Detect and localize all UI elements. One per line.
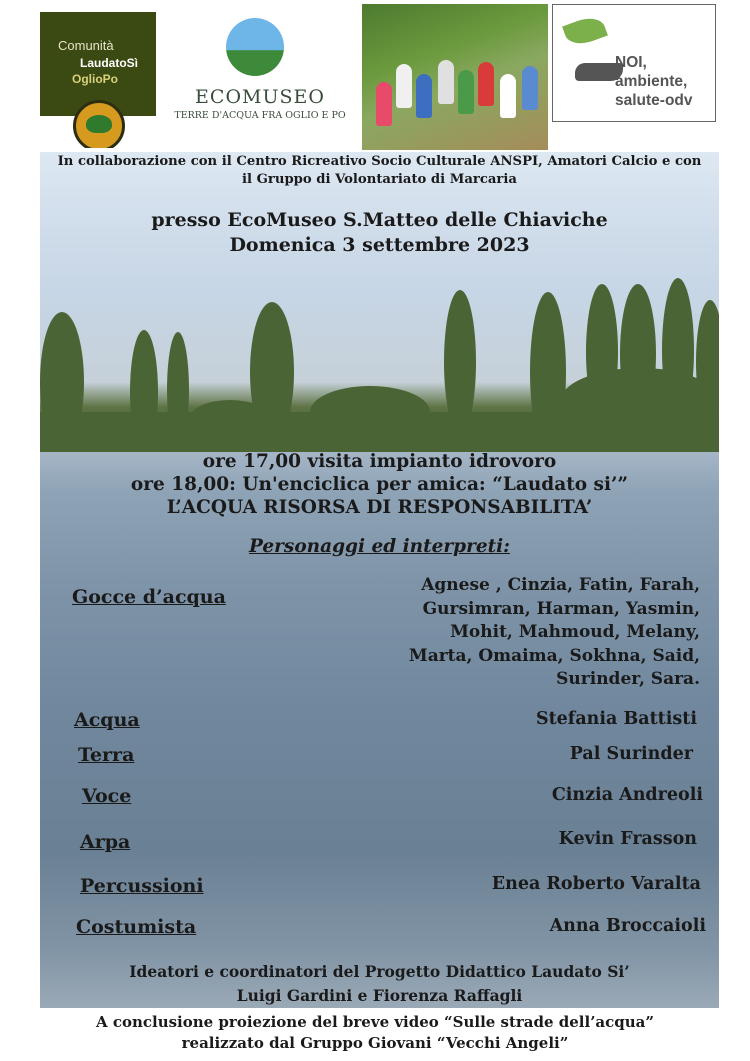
photo-figure (478, 62, 494, 106)
collaboration-line2: il Gruppo di Volontariato di Marcaria (242, 172, 517, 187)
actor-voce: Cinzia Andreoli (551, 785, 703, 805)
actor-acqua: Stefania Battisti (535, 709, 697, 729)
venue-block (40, 208, 719, 258)
noi-line3: salute-odv (615, 92, 693, 109)
closing-line1: A conclusione proiezione del breve video “Sulle strade dell’acqua” (95, 1013, 655, 1031)
closing-line2: realizzato dal Gruppo Giovani “Vecchi Angeli” (181, 1034, 569, 1052)
collaboration-line1: In collaborazione con il Centro Ricreativo Socio Culturale ANSPI, Amatori Calcio e con (57, 154, 702, 169)
ecomuseo-title: ECOMUSEO (195, 86, 325, 108)
laudato-logo-line2: LaudatoSì (80, 56, 139, 70)
photo-figure (500, 74, 516, 118)
leaf-icon (562, 13, 608, 49)
actor-arpa: Kevin Frasson (558, 829, 697, 849)
ecomuseo-logo (160, 12, 360, 148)
photo-figure (458, 70, 474, 114)
coordinators-block (40, 960, 719, 1008)
treeline-illustration (40, 272, 719, 452)
gocce-names-line: Marta, Omaima, Sokhna, Said, (408, 645, 700, 666)
gocce-names-line: Gursimran, Harman, Yasmin, (422, 598, 700, 619)
noi-ambiente-logo (552, 4, 716, 122)
actor-terra: Pal Surinder (569, 744, 693, 764)
ecomuseo-subtitle: TERRE D'ACQUA FRA OGLIO E PO (174, 110, 346, 121)
collaboration-note (40, 153, 719, 189)
cast-heading: Personaggi ed interpreti: (248, 536, 510, 557)
photo-figure (522, 66, 538, 110)
program-block (40, 450, 719, 519)
hands-plant-icon (73, 100, 125, 148)
noi-line2: ambiente, (615, 73, 688, 90)
role-percussioni: Percussioni (80, 875, 204, 897)
photo-figure (396, 64, 412, 108)
coordinators-names: Luigi Gardini e Fiorenza Raffagli (236, 986, 523, 1005)
laudato-logo-line3: OglioPo (72, 72, 118, 86)
role-voce: Voce (82, 785, 132, 807)
role-costumista: Costumista (76, 916, 197, 938)
actor-costumista: Anna Broccaioli (549, 916, 706, 936)
actor-percussioni: Enea Roberto Varalta (491, 874, 701, 894)
gocce-names-line: Mohit, Mahmoud, Melany, (450, 622, 700, 642)
gocce-names (409, 574, 700, 692)
closing-note (0, 1012, 750, 1054)
show-time: ore 18,00: Un'enciclica per amica: “Laudato si’” (130, 474, 629, 495)
venue-place: presso EcoMuseo S.Matteo delle Chiaviche (151, 209, 608, 231)
role-acqua: Acqua (74, 709, 140, 731)
coordinators-line1: Ideatori e coordinatori del Progetto Didattico Laudato Si’ (129, 962, 630, 981)
show-title: L’ACQUA RISORSA DI RESPONSABILITA’ (166, 497, 593, 518)
poster-body (40, 152, 719, 1008)
role-arpa: Arpa (80, 831, 131, 853)
event-date: Domenica 3 settembre 2023 (229, 234, 530, 256)
landscape-globe-icon (226, 18, 284, 76)
noi-logo-text (615, 53, 693, 110)
role-gocce: Gocce d’acqua (72, 586, 226, 608)
laudato-si-logo (40, 12, 156, 148)
laudato-logo-line1: Comunità (58, 38, 114, 53)
photo-figure (438, 60, 454, 104)
noi-line1: NOI, (615, 54, 647, 71)
role-terra: Terra (78, 744, 135, 766)
visit-time: ore 17,00 visita impianto idrovoro (202, 451, 557, 472)
children-group-photo (362, 4, 548, 150)
gocce-names-line: Surinder, Sara. (556, 669, 700, 689)
gocce-names-line: Agnese , Cinzia, Fatin, Farah, (421, 575, 700, 595)
photo-figure (376, 82, 392, 126)
photo-figure (416, 74, 432, 118)
